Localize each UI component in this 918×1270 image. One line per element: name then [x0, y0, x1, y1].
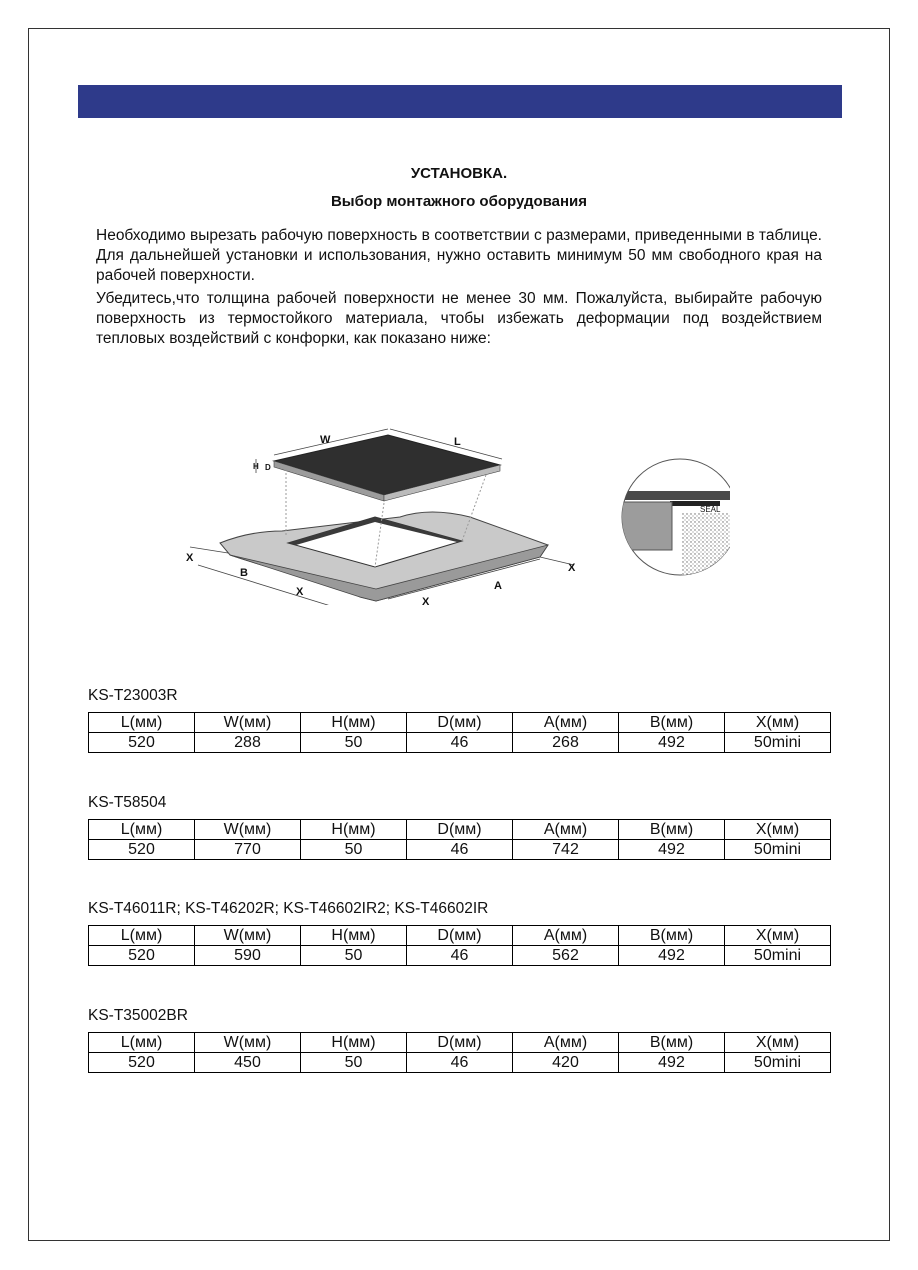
- header-cell: L(мм): [89, 926, 195, 946]
- spec-table: [88, 712, 831, 753]
- header-cell: B(мм): [619, 1033, 725, 1053]
- header-cell: D(мм): [407, 820, 513, 840]
- spec-table: [88, 925, 831, 966]
- header-cell: A(мм): [513, 820, 619, 840]
- seal-detail: [620, 459, 730, 583]
- value-cell: 742: [513, 840, 619, 860]
- value-cell: 46: [407, 1053, 513, 1073]
- header-cell: W(мм): [195, 926, 301, 946]
- spec-table: [88, 819, 831, 860]
- paragraph-thickness: Убедитесь,что толщина рабочей поверхности не менее 30 мм. Пожалуйста, выбирайте рабочую поверхность из термостойкого материала, чтобы избежать деформации под воздействием тепловых воздействий с конфорки, как показано ниже:: [96, 290, 822, 347]
- label-h: H: [253, 462, 259, 471]
- model-name: KS-T58504: [88, 794, 167, 811]
- page-title: УСТАНОВКА.: [410, 165, 508, 182]
- value-cell: 562: [513, 946, 619, 966]
- table-header-row: [89, 820, 831, 840]
- label-w: W: [320, 434, 331, 446]
- spec-table: [88, 1032, 831, 1073]
- table-row: [89, 946, 831, 966]
- value-cell: 520: [89, 946, 195, 966]
- model-name: KS-T23003R: [88, 687, 178, 704]
- header-cell: A(мм): [513, 713, 619, 733]
- value-cell: 50mini: [725, 1053, 831, 1073]
- header-cell: H(мм): [301, 713, 407, 733]
- value-cell: 50: [301, 946, 407, 966]
- value-cell: 450: [195, 1053, 301, 1073]
- label-d: D: [265, 463, 271, 472]
- installation-diagram: [170, 425, 730, 605]
- header-cell: L(мм): [89, 713, 195, 733]
- value-cell: 520: [89, 1053, 195, 1073]
- value-cell: 492: [619, 1053, 725, 1073]
- value-cell: 590: [195, 946, 301, 966]
- value-cell: 492: [619, 733, 725, 753]
- value-cell: 50mini: [725, 733, 831, 753]
- label-x-right: X: [568, 562, 576, 574]
- header-cell: X(мм): [725, 820, 831, 840]
- value-cell: 50: [301, 1053, 407, 1073]
- table-row: [89, 1053, 831, 1073]
- model-name: KS-T35002BR: [88, 1007, 188, 1024]
- value-cell: 268: [513, 733, 619, 753]
- table-header-row: [89, 713, 831, 733]
- value-cell: 520: [89, 733, 195, 753]
- value-cell: 492: [619, 946, 725, 966]
- value-cell: 420: [513, 1053, 619, 1073]
- header-cell: W(мм): [195, 820, 301, 840]
- paragraph-cutout: Необходимо вырезать рабочую поверхность в соответствии с размерами, приведенными в таблице. Для дальнейшей установки и использования, нужно оставить минимум 50 мм свободного края на рабочей поверхности.: [96, 227, 822, 284]
- label-x-bottom: X: [296, 586, 304, 598]
- header-cell: D(мм): [407, 1033, 513, 1053]
- value-cell: 50mini: [725, 840, 831, 860]
- header-cell: X(мм): [725, 1033, 831, 1053]
- header-cell: L(мм): [89, 820, 195, 840]
- value-cell: 492: [619, 840, 725, 860]
- header-cell: D(мм): [407, 926, 513, 946]
- label-x-front: X: [422, 596, 430, 605]
- header-cell: H(мм): [301, 926, 407, 946]
- header-cell: D(мм): [407, 713, 513, 733]
- header-cell: X(мм): [725, 926, 831, 946]
- value-cell: 46: [407, 840, 513, 860]
- header-cell: H(мм): [301, 820, 407, 840]
- label-x-left: X: [186, 552, 194, 564]
- header-cell: A(мм): [513, 1033, 619, 1053]
- header-cell: W(мм): [195, 1033, 301, 1053]
- table-row: [89, 840, 831, 860]
- value-cell: 520: [89, 840, 195, 860]
- label-b: B: [240, 567, 248, 579]
- table-row: [89, 733, 831, 753]
- page-subtitle: Выбор монтажного оборудования: [330, 193, 588, 210]
- value-cell: 288: [195, 733, 301, 753]
- header-cell: B(мм): [619, 820, 725, 840]
- header-cell: B(мм): [619, 926, 725, 946]
- header-cell: A(мм): [513, 926, 619, 946]
- label-seal: SEAL: [700, 505, 721, 514]
- value-cell: 50: [301, 840, 407, 860]
- value-cell: 46: [407, 946, 513, 966]
- value-cell: 50mini: [725, 946, 831, 966]
- value-cell: 770: [195, 840, 301, 860]
- header-cell: H(мм): [301, 1033, 407, 1053]
- label-a: A: [494, 580, 502, 592]
- header-cell: B(мм): [619, 713, 725, 733]
- header-cell: X(мм): [725, 713, 831, 733]
- table-header-row: [89, 926, 831, 946]
- header-cell: L(мм): [89, 1033, 195, 1053]
- label-l: L: [454, 436, 461, 448]
- header-cell: W(мм): [195, 713, 301, 733]
- model-name: KS-T46011R; KS-T46202R; KS-T46602IR2; KS-T46602IR: [88, 900, 489, 917]
- table-header-row: [89, 1033, 831, 1053]
- value-cell: 50: [301, 733, 407, 753]
- value-cell: 46: [407, 733, 513, 753]
- header-band: [78, 85, 842, 118]
